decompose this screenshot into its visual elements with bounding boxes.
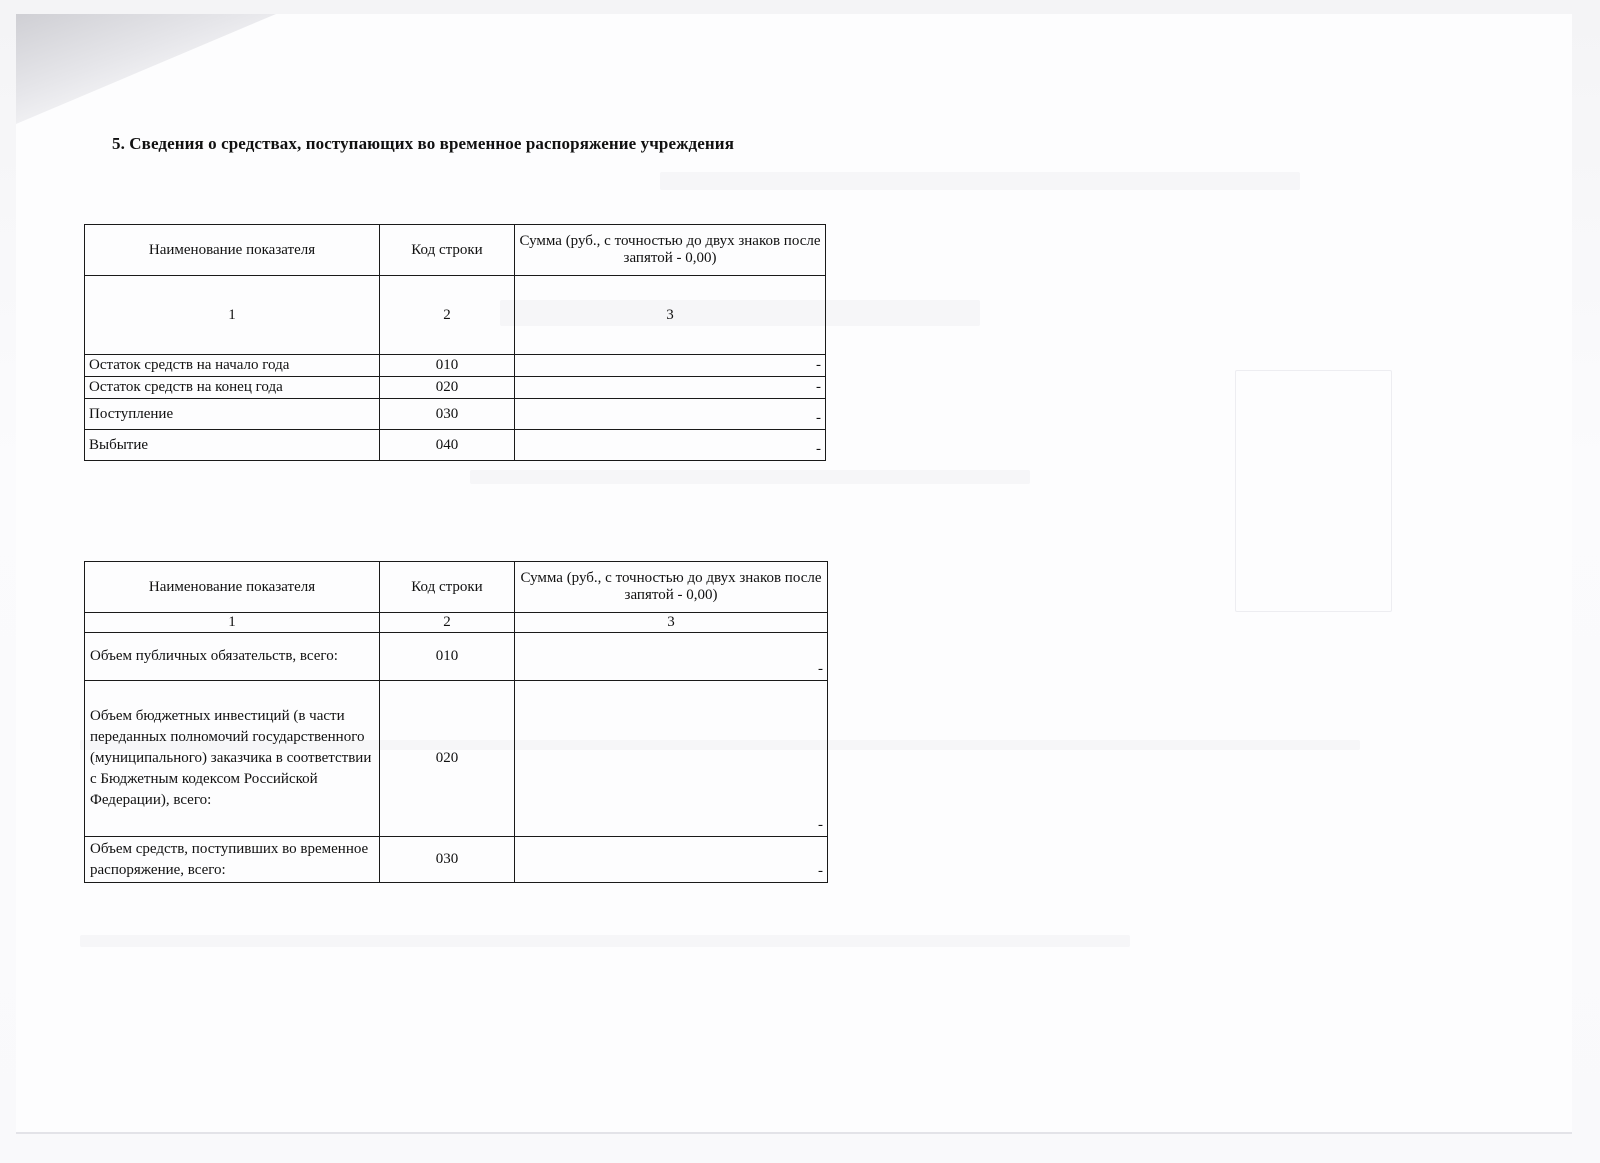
header-code: Код строки: [380, 562, 515, 613]
table-row: [85, 355, 826, 377]
row-name: Объем средств, поступивших во временное распоряжение, всего:: [85, 837, 380, 883]
column-number: 1: [85, 613, 380, 633]
table-row: [85, 399, 826, 430]
column-number: 2: [380, 276, 515, 355]
row-name: Поступление: [85, 399, 380, 430]
row-value: -: [515, 837, 828, 883]
row-code: 040: [380, 430, 515, 461]
bleed-through-box: [1235, 370, 1392, 612]
bleed-through-line: [660, 172, 1300, 190]
row-value: -: [515, 377, 826, 399]
table-row: [85, 633, 828, 681]
header-code: Код строки: [380, 225, 515, 276]
row-value: -: [515, 399, 826, 430]
row-name: Остаток средств на конец года: [85, 377, 380, 399]
row-value: -: [515, 681, 828, 837]
table-row: [85, 837, 828, 883]
bleed-through-line: [80, 935, 1130, 947]
column-number: 3: [515, 613, 828, 633]
header-name: Наименование показателя: [85, 225, 380, 276]
row-name: Остаток средств на начало года: [85, 355, 380, 377]
table-row: [85, 377, 826, 399]
row-name: Объем бюджетных инвестиций (в части переданных полномочий государственного (муниципального) заказчика в соответствии с Бюджетным кодексом Российской Федерации), всего:: [85, 681, 380, 837]
temporary-funds-table: [84, 224, 826, 461]
row-value: -: [515, 355, 826, 377]
row-value: -: [515, 633, 828, 681]
table-row: [85, 681, 828, 837]
row-code: 010: [380, 633, 515, 681]
table-header-row: [85, 225, 826, 276]
column-number: 1: [85, 276, 380, 355]
column-number: 2: [380, 613, 515, 633]
header-sum: Сумма (руб., с точностью до двух знаков после запятой - 0,00): [515, 225, 826, 276]
column-number-row: [85, 276, 826, 355]
table-header-row: [85, 562, 828, 613]
column-number: 3: [515, 276, 826, 355]
column-number-row: [85, 613, 828, 633]
public-obligations-table: [84, 561, 828, 883]
row-name: Объем публичных обязательств, всего:: [85, 633, 380, 681]
row-name: Выбытие: [85, 430, 380, 461]
header-name: Наименование показателя: [85, 562, 380, 613]
row-value: -: [515, 430, 826, 461]
row-code: 030: [380, 837, 515, 883]
row-code: 020: [380, 681, 515, 837]
header-sum: Сумма (руб., с точностью до двух знаков после запятой - 0,00): [515, 562, 828, 613]
row-code: 010: [380, 355, 515, 377]
row-code: 020: [380, 377, 515, 399]
table-row: [85, 430, 826, 461]
row-code: 030: [380, 399, 515, 430]
bleed-through-line: [470, 470, 1030, 484]
section-title: 5. Сведения о средствах, поступающих во временное распоряжение учреждения: [112, 134, 734, 153]
